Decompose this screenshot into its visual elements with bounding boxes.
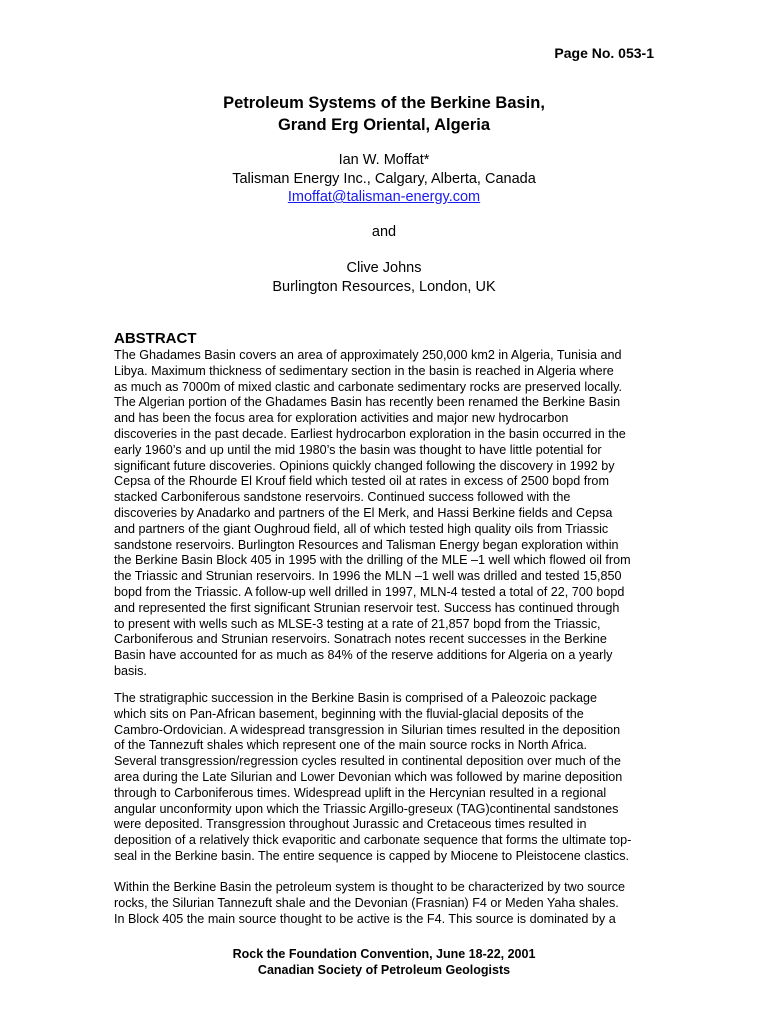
- text-line: through to Carboniferous times. Widespread uplift in the Hercynian resulted in a regional: [114, 785, 607, 800]
- text-line: Basin have accounted for as much as 84% of the reserve additions for Algeria on a yearly: [114, 648, 613, 663]
- text-line: significant future discoveries. Opinions quickly changed following the discovery in 1992 by: [114, 458, 615, 473]
- author-1-block: [0, 151, 768, 207]
- text-line: to present with wells such as MLSE-3 testing at a rate of 21,857 bopd from the Triassic,: [114, 616, 601, 631]
- text-line: and has been the focus area for exploration activities and major new hydrocarbon: [114, 411, 569, 426]
- text-line: The Algerian portion of the Ghadames Basin has recently been renamed the Berkine Basin: [114, 395, 621, 410]
- text-line: of the Tannezuft shales which represent one of the main source rocks in North Africa.: [114, 738, 587, 753]
- page-number: Page No. 053-1: [554, 45, 654, 61]
- abstract-paragraph-2: [114, 691, 659, 865]
- text-line: discoveries in the past decade. Earliest hydrocarbon exploration in the basin occurred in the: [114, 426, 626, 441]
- author-2-name: Clive Johns: [346, 260, 422, 276]
- text-line: Carboniferous and Strunian reservoirs. Sonatrach notes recent successes in the Berkine: [114, 632, 607, 647]
- text-line: The stratigraphic succession in the Berkine Basin is comprised of a Paleozoic package: [114, 691, 598, 705]
- title-line-2: Grand Erg Oriental, Algeria: [277, 116, 491, 134]
- text-line: angular unconformity upon which the Triassic Argillo-greseux (TAG)continental sandstones: [114, 801, 619, 816]
- text-line: as much as 7000m of mixed clastic and carbonate sedimentary rocks are preserved locally.: [114, 379, 622, 394]
- text-line: bopd from the Triassic. A follow-up well drilled in 1997, MLN-4 tested a total of 22, 700 bopd: [114, 584, 625, 599]
- text-line: Cepsa of the Rhourde El Krouf field which tested oil at rates in excess of 2500 bopd from: [114, 474, 609, 489]
- footer-line-1: Rock the Foundation Convention, June 18-22, 2001: [232, 947, 536, 961]
- text-line: deposition of a relatively thick evaporitic and carbonate sequence that forms the ultimate top-: [114, 833, 632, 848]
- text-line: seal in the Berkine basin. The entire sequence is capped by Miocene to Pleistocene clastics.: [114, 848, 630, 863]
- text-line: sandstone reservoirs. Burlington Resources and Talisman Energy began exploration within: [114, 537, 619, 552]
- text-line: Cambro-Ordovician. A widespread transgression in Silurian times resulted in the deposition: [114, 722, 621, 737]
- footer-line-2: Canadian Society of Petroleum Geologists: [257, 963, 511, 977]
- text-line: were deposited. Transgression throughout Jurassic and Cretaceous times resulted in: [114, 817, 587, 832]
- text-line: stacked Carboniferous sandstone reservoirs. Continued success followed with the: [114, 490, 571, 505]
- text-line: the Triassic and Strunian reservoirs. In 1996 the MLN –1 well was drilled and tested 15,850: [114, 569, 622, 584]
- text-line: The Ghadames Basin covers an area of approximately 250,000 km2 in Algeria, Tunisia and: [114, 348, 622, 362]
- text-line: and represented the first significant Strunian reservoir test. Success has continued through: [114, 600, 620, 615]
- text-line: area during the Late Silurian and Lower Devonian which was followed by marine deposition: [114, 769, 623, 784]
- text-line: and partners of the giant Oughroud field, all of which tested high quality oils from Triassic: [114, 521, 609, 536]
- text-line: rocks, the Silurian Tannezuft shale and the Devonian (Frasnian) F4 or Meden Yaha shales.: [114, 895, 619, 910]
- author-conjunction: and: [371, 224, 397, 240]
- text-line: basis.: [114, 663, 147, 678]
- paper-title: [0, 92, 768, 136]
- abstract-paragraph-1: [114, 348, 659, 680]
- text-line: Libya. Maximum thickness of sedimentary section in the basin is reached in Algeria where: [114, 363, 614, 378]
- text-line: Several transgression/regression cycles resulted in continental deposition over much of the: [114, 754, 621, 769]
- author-1-affiliation: Talisman Energy Inc., Calgary, Alberta, Canada: [232, 170, 536, 187]
- text-line: the Berkine Basin Block 405 in 1995 with the drilling of the MLE –1 well which flowed oil from: [114, 553, 631, 568]
- text-line: Within the Berkine Basin the petroleum system is thought to be characterized by two source: [114, 880, 625, 894]
- text-line: discoveries by Anadarko and partners of the El Merk, and Hassi Berkine fields and Cepsa: [114, 505, 613, 520]
- text-line: which sits on Pan-African basement, beginning with the fluvial-glacial deposits of the: [114, 706, 584, 721]
- abstract-heading: ABSTRACT: [114, 330, 197, 347]
- abstract-paragraph-3: [114, 880, 659, 927]
- author-2-affiliation: Burlington Resources, London, UK: [272, 279, 496, 295]
- conference-footer: [0, 946, 768, 978]
- text-line: In Block 405 the main source thought to be active is the F4. This source is dominated by a: [114, 911, 616, 926]
- title-line-1: Petroleum Systems of the Berkine Basin,: [223, 94, 545, 112]
- author-1-email-link[interactable]: Imoffat@talisman-energy.com: [287, 189, 481, 205]
- author-2-block: [0, 259, 768, 297]
- text-line: early 1960’s and up until the mid 1980’s the basin was thought to have little potential for: [114, 442, 602, 457]
- author-1-name: Ian W. Moffat*: [338, 152, 430, 168]
